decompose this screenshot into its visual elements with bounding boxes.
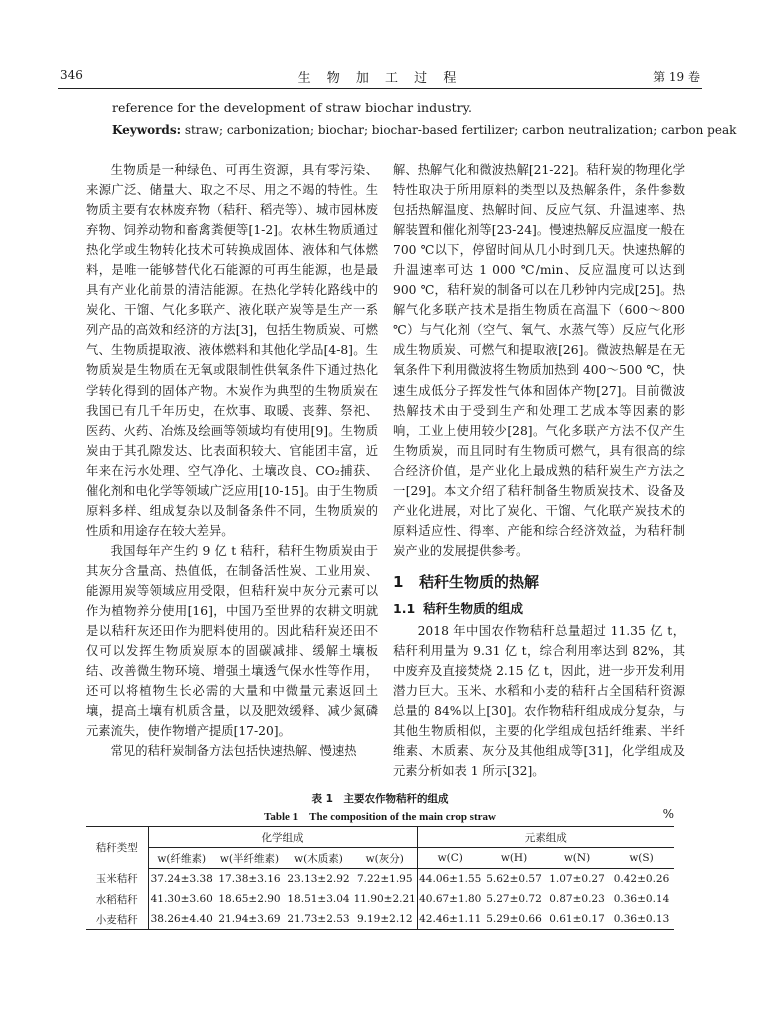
- paragraph: 2018 年中国农作物秸秆总量超过 11.35 亿 t，秸秆利用量为 9.31 亿 t，综合利用率达到 82%，其中废弃及直接焚烧 2.15 亿 t，因此，进一步开发利用潜力巨大。玉米、水稻和小麦的秸秆占全国秸秆资源总量的 84%以上[30]。农作物秸秆组成成分复杂，与其他生物质相似，主要的化学组成包括纤维素、半纤维素、木质素、灰分及其他组成等[31]，化学组成及元素分析如表 1 所示[32]。: [393, 624, 685, 779]
- table-cell: 11.90±2.21: [353, 889, 417, 909]
- table-cell: 0.36±0.13: [609, 909, 674, 930]
- table-cell: 5.29±0.66: [483, 909, 545, 930]
- composition-table: [86, 826, 674, 930]
- table-cell: 17.38±3.16: [218, 873, 281, 885]
- page-number: 346: [60, 68, 83, 82]
- subsection-heading: [393, 599, 685, 619]
- keywords-text: straw; carbonization; biochar; biochar-based fertilizer; carbon neutralization; carbon peak: [181, 123, 737, 137]
- group-header-chemical: 化学组成: [148, 827, 417, 848]
- table-cell: 23.13±2.92: [287, 873, 350, 885]
- table-cell: 5.27±0.72: [486, 893, 542, 905]
- paragraph: 解、热解气化和微波热解[21-22]。秸秆炭的物理化学特性取决于所用原料的类型以及热解条件，条件参数包括热解温度、热解时间、反应气氛、升温速率、热解装置和催化剂等[23-24]。慢速热解反应温度一般在 700 ℃以下，停留时间从几小时到几天。快速热解的升温速率可达 1 000 ℃/min、反应温度可以达到 900 ℃，秸秆炭的制备可以在几秒钟内完成[25]。热解气化多联产技术是指生物质在高温下（600～800 ℃）与气化剂（空气、氧气、水蒸气等）反应气化形成生物质炭、可燃气和提取液[26]。微波热解是在无氧条件下利用微波将生物质加热到 400～500 ℃，快速生成低分子挥发性气体和固体产物[27]。目前微波热解技术由于受到生产和处理工艺成本等因素的影响，工业上使用较少[28]。气化多联产方法不仅产生生物质炭，而且同时有生物质可燃气，具有很高的综合经济价值，是产业化上最成熟的秸秆炭生产方法之一[29]。本文介绍了秸秆制备生物质炭技术、设备及产业化进展，对比了炭化、干馏、气化联产炭技术的原料适应性、得率、产能和综合经济效益，为秸秆制炭产业的发展提供参考。: [393, 163, 685, 558]
- row-label: 玉米秸秆: [86, 869, 148, 890]
- keywords-line: [112, 123, 736, 137]
- table-cell: 41.30±3.60: [150, 893, 213, 905]
- paragraph: 我国每年产生约 9 亿 t 秸秆，秸秆生物质炭由于其灰分含量高、热值低，在制备活性炭、工业用炭、能源用炭等领域应用受限，但秸秆炭中灰分元素可以作为植物养分使用[16]，中国乃至世界的农耕文明就是以秸秆灰还田作为肥料使用的。因此秸秆炭还田不仅可以发挥生物质炭原本的固碳减排、缓解土壤板结、改善微生物环境、增强土壤透气保水性等作用，还可以将植物生长必需的大量和中微量元素返回土壤，提高土壤有机质含量，以及肥效缓释、减少氮磷元素流失，使作物增产提质[17-20]。: [86, 543, 378, 739]
- column-header: w(纤维素): [148, 848, 215, 869]
- left-column: [86, 160, 378, 761]
- table-caption-en: Table 1 The composition of the main crop straw: [264, 811, 496, 823]
- table-row: [86, 869, 674, 890]
- volume-label: 第 19 卷: [653, 70, 700, 84]
- table-cell: 18.51±3.04: [287, 893, 350, 905]
- table-caption-cn: 表 1 主要农作物秸秆的组成: [311, 793, 449, 805]
- table-cell: 5.62±0.57: [486, 873, 542, 885]
- section-heading: [393, 572, 685, 592]
- column-header: w(C): [417, 848, 483, 869]
- table-cell: 37.24±3.38: [150, 873, 213, 885]
- paragraph: 生物质是一种绿色、可再生资源，具有零污染、来源广泛、储量大、取之不尽、用之不竭的特性。生物质主要有农林废弃物（秸秆、稻壳等）、城市园林废弃物、饲养动物和畜禽粪便等[1-2]。农林生物质通过热化学或生物转化技术可转换成固体、液体和气体燃料，是唯一能够替代化石能源的可再生能源，也是最具有产业化前景的清洁能源。在热化学转化路线中的炭化、干馏、气化多联产、液化联产炭等是生产一系列产品的高效和经济的方法[3]，包括生物质炭、可燃气、生物质提取液、液体燃料和其他化学品[4-8]。生物质炭是生物质在无氧或限制性供氧条件下通过热化学转化得到的固体产物。木炭作为典型的生物质炭在我国已有几千年历史，在炊事、取暖、丧葬、祭祀、医药、火药、冶炼及绘画等领域均有使用[9]。生物质炭由于其孔隙发达、比表面积较大、官能团丰富，近年来在污水处理、空气净化、土壤改良、CO₂捕获、催化剂和电化学等领域广泛应用[10-15]。由于生物质原料多样、组成复杂以及制备条件不同，生物质炭的性质和用途存在较大差异。: [86, 163, 378, 538]
- section-number: 1: [393, 572, 404, 591]
- table-cell: 0.36±0.14: [613, 893, 670, 905]
- paragraph: 常见的秸秆炭制备方法包括快速热解、慢速热: [110, 744, 357, 759]
- table-cell: 9.19±2.12: [353, 909, 417, 930]
- table-row: [86, 909, 674, 930]
- column-header: w(木质素): [284, 848, 353, 869]
- subsection-title: 秸秆生物质的组成: [423, 600, 524, 616]
- row-label: 水稻秸秆: [86, 889, 148, 909]
- column-header: w(半纤维素): [215, 848, 284, 869]
- column-header: w(灰分): [353, 848, 417, 869]
- table-cell: 44.06±1.55: [419, 873, 482, 885]
- column-header: w(N): [545, 848, 609, 869]
- table-cell: 40.67±1.80: [419, 893, 482, 905]
- abstract-end: reference for the development of straw biochar industry.: [112, 100, 472, 115]
- table-cell: 0.87±0.23: [549, 893, 605, 905]
- right-column: [393, 160, 685, 781]
- subsection-number: 1.1: [393, 600, 416, 616]
- table-cell: 7.22±1.95: [353, 869, 417, 890]
- keywords-label: Keywords:: [112, 123, 182, 137]
- table-cell: 21.94±3.69: [215, 909, 284, 930]
- table-cell: 0.61±0.17: [545, 909, 609, 930]
- table-cell: 18.65±2.90: [218, 893, 281, 905]
- table-cell: 0.42±0.26: [613, 873, 670, 885]
- section-title: 秸秆生物质的热解: [419, 572, 540, 591]
- journal-title: 生 物 加 工 过 程: [297, 71, 463, 86]
- table-row: [86, 889, 674, 909]
- table-cell: 38.26±4.40: [148, 909, 215, 930]
- group-header-elemental: 元素组成: [417, 827, 674, 848]
- column-header: w(H): [483, 848, 545, 869]
- table-cell: 42.46±1.11: [417, 909, 483, 930]
- row-header: 秸秆类型: [86, 827, 148, 869]
- column-header: w(S): [609, 848, 674, 869]
- table-unit: %: [662, 807, 674, 821]
- table-cell: 21.73±2.53: [284, 909, 353, 930]
- row-label: 小麦秸秆: [86, 909, 148, 930]
- table-cell: 1.07±0.27: [549, 873, 605, 885]
- running-header: [58, 64, 702, 89]
